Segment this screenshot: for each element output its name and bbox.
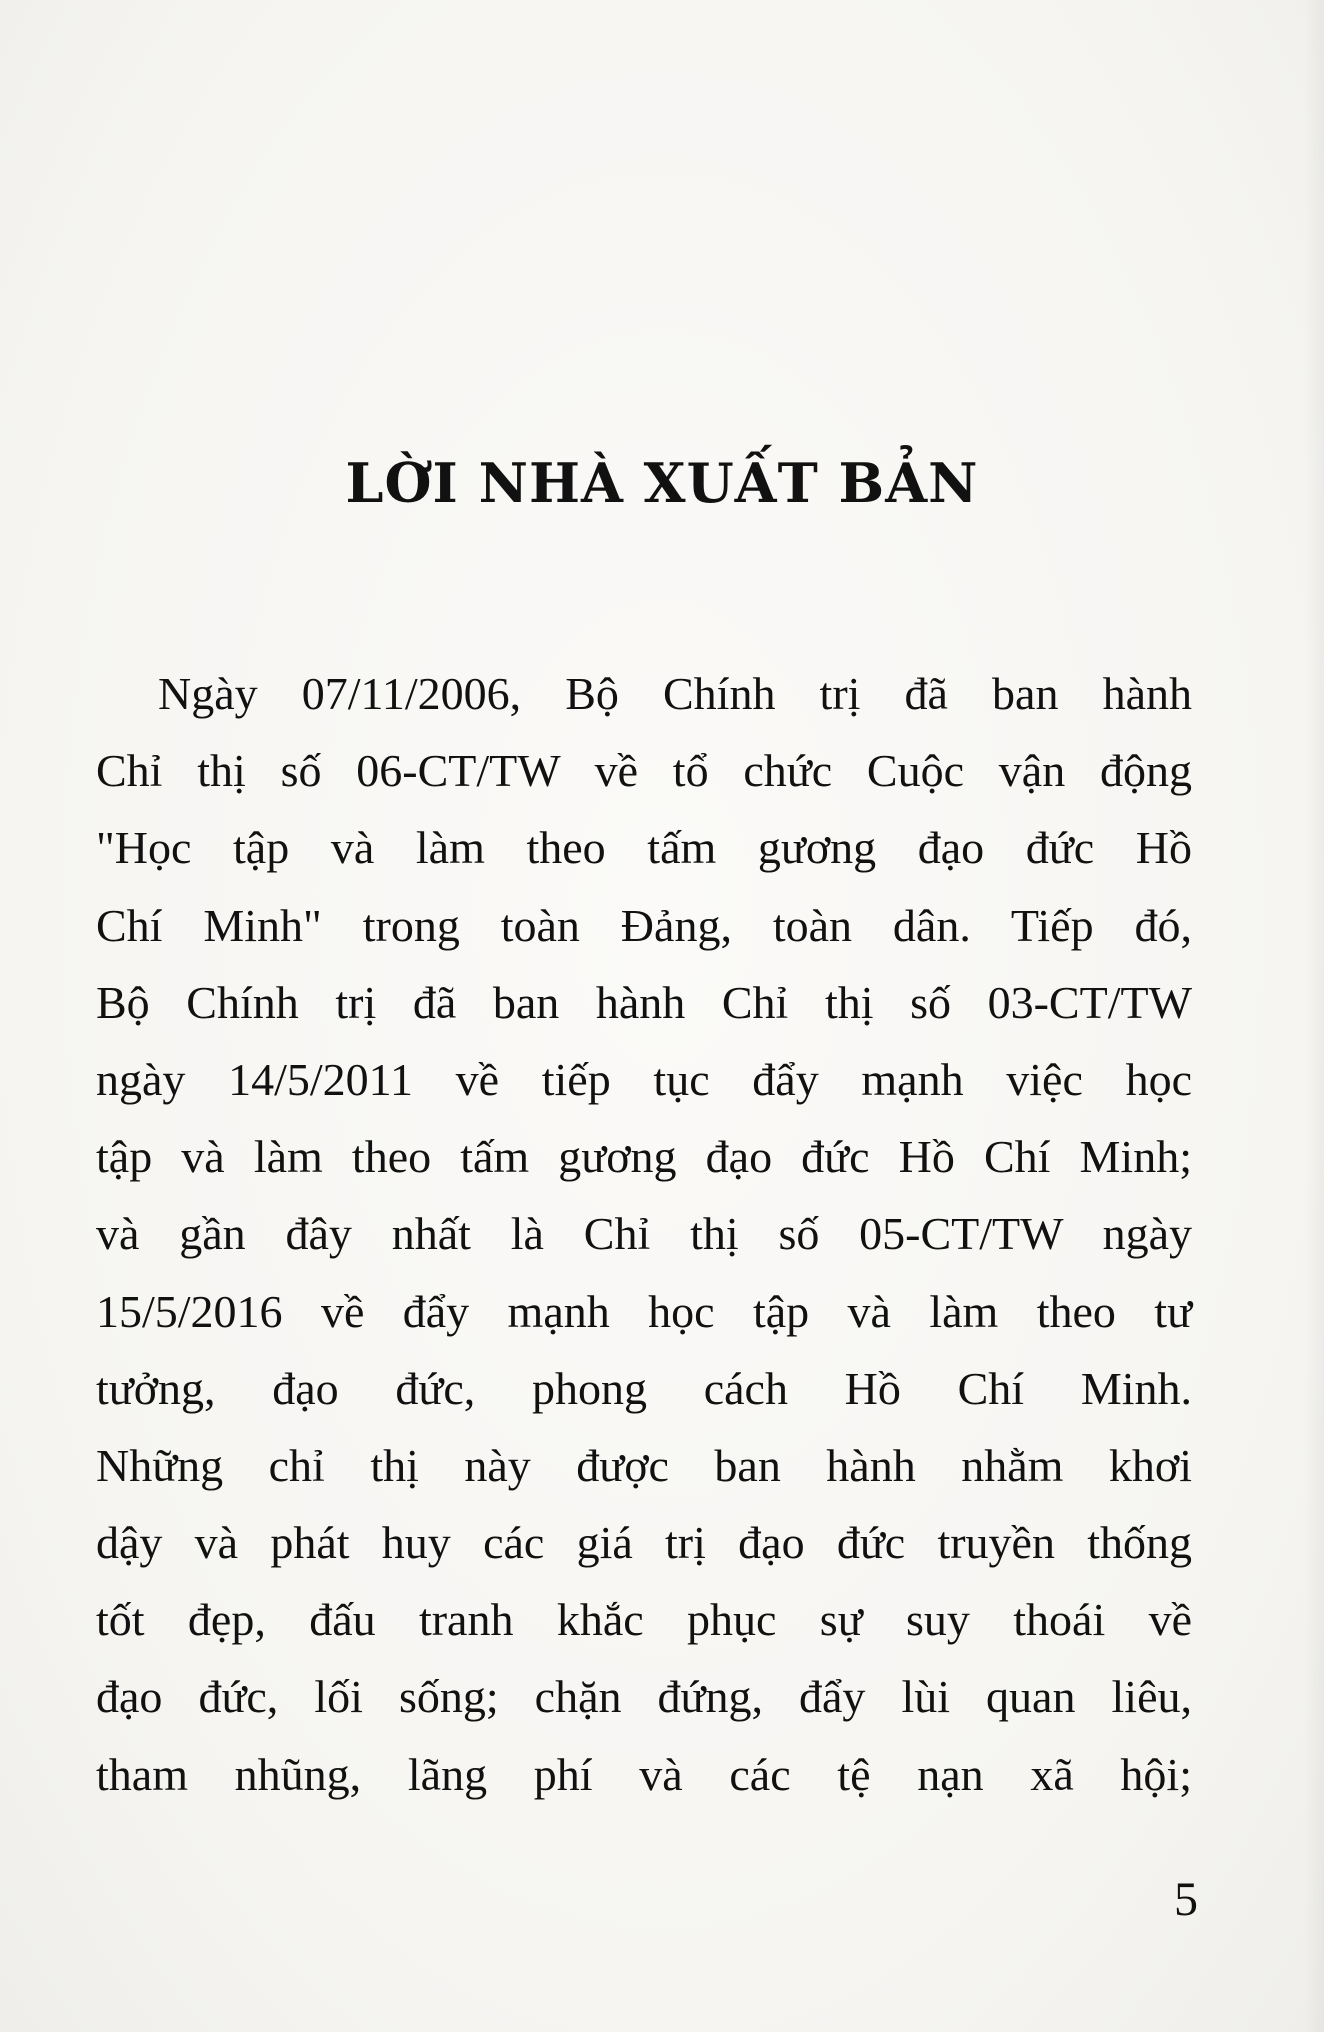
page-title: LỜI NHÀ XUẤT BẢN (345, 451, 979, 515)
page-number: 5 (1174, 1873, 1198, 1926)
text-line: Những chỉ thị này được ban hành nhằm khơi (96, 1439, 1192, 1491)
text-line: tốt đẹp, đấu tranh khắc phục sự suy thoái về (96, 1594, 1192, 1646)
text-line: tập và làm theo tấm gương đạo đức Hồ Chí Minh; (96, 1131, 1192, 1183)
text-line: "Học tập và làm theo tấm gương đạo đức Hồ (96, 822, 1192, 874)
text-line: đạo đức, lối sống; chặn đứng, đẩy lùi quan liêu, (96, 1671, 1192, 1723)
text-line: ngày 14/5/2011 về tiếp tục đẩy mạnh việc học (96, 1053, 1192, 1105)
text-line: Ngày 07/11/2006, Bộ Chính trị đã ban hành (158, 668, 1192, 719)
page-edge-shadow (1304, 0, 1324, 2032)
text-line: tham nhũng, lãng phí và các tệ nạn xã hội; (96, 1748, 1192, 1800)
text-line: và gần đây nhất là Chỉ thị số 05-CT/TW ngày (96, 1208, 1192, 1260)
text-line: dậy và phát huy các giá trị đạo đức truyền thống (96, 1517, 1192, 1569)
body-paragraph (96, 655, 1192, 1813)
text-line: Chí Minh" trong toàn Đảng, toàn dân. Tiếp đó, (96, 899, 1192, 951)
text-line: Chỉ thị số 06-CT/TW về tổ chức Cuộc vận động (96, 745, 1192, 797)
text-line: tưởng, đạo đức, phong cách Hồ Chí Minh. (96, 1362, 1192, 1414)
text-line: 15/5/2016 về đẩy mạnh học tập và làm theo tư (96, 1285, 1192, 1337)
text-line: Bộ Chính trị đã ban hành Chỉ thị số 03-CT/TW (96, 976, 1192, 1028)
